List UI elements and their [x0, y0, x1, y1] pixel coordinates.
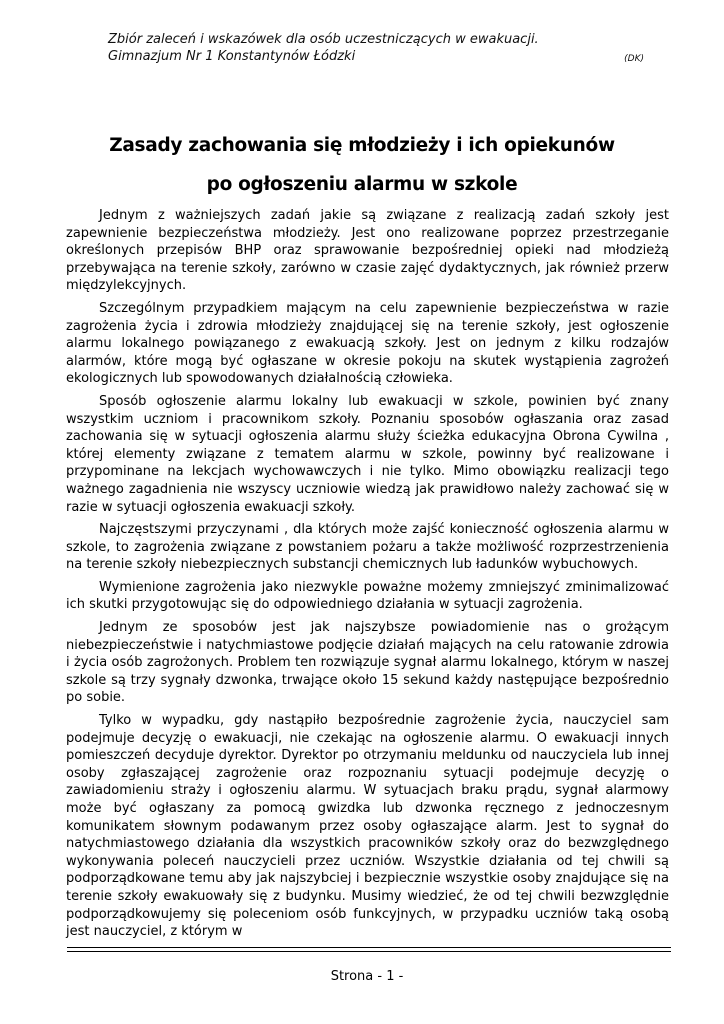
document-body — [66, 207, 669, 946]
paragraph-2: Szczególnym przypadkiem mającym na celu zapewnienie bezpieczeństwa w razie zagrożenia życia i zdrowia młodzieży znajdującej się na terenie szkoły, jest ogłoszenie alarmu lokalnego powiązanego z ewakuacją szkoły. Jest on jednym z kilku rodzajów alarmów, które mogą być ogłaszane w okresie pokoju na skutek wystąpienia zagrożeń ekologicznych lub spowodowanych działalnością człowieka. — [66, 300, 669, 387]
header-code: (DK) — [624, 54, 644, 64]
document-title-line-1: Zasady zachowania się młodzieży i ich opiekunów — [109, 135, 615, 156]
document-title-line-2: po ogłoszeniu alarmu w szkole — [206, 174, 518, 195]
page-number: Strona - 1 - — [330, 969, 404, 984]
header-line-2: Gimnazjum Nr 1 Konstantynów Łódzki — [108, 49, 356, 64]
paragraph-7: Tylko w wypadku, gdy nastąpiło bezpośrednie zagrożenie życia, nauczyciel sam podejmuje decyzję o ewakuacji, nie czekając na ogłoszenie alarmu. O ewakuacji innych pomieszczeń decyduje dyrektor. Dyrektor po otrzymaniu meldunku od nauczyciela lub innej osoby zgłaszającej zagrożenie oraz rozpoznaniu sytuacji podejmuje decyzję o zawiadomieniu straży i ogłoszeniu alarmu. W sytuacjach braku prądu, sygnał alarmowy może być ogłaszany za pomocą gwizdka lub dzwonka ręcznego z jednoczesnym komunikatem słownym podawanym przez osoby ogłaszające alarm. Jest to sygnał do natychmiastowego działania dla wszystkich pracowników szkoły oraz do bezwzględnego wykonywania poleceń nauczycieli przez uczniów. Wszystkie działania od tej chwili są podporządkowane temu aby jak najszybciej i bezpiecznie wszystkie osoby znajdujące się na terenie szkoły ewakuowały się z budynku. Musimy wiedzieć, że od tej chwili bezwzględnie podporządkowujemy się poleceniom osób funkcyjnych, w przypadku uczniów taką osobą jest nauczyciel, z którym w — [66, 713, 669, 940]
paragraph-3: Sposób ogłoszenie alarmu lokalny lub ewakuacji w szkole, powinien być znany wszystkim uczniom i pracownikom szkoły. Poznaniu sposobów ogłaszania oraz zasad zachowania się w sytuacji ogłoszenia alarmu służy ścieżka edukacyjna Obrona Cywilna , której elementy związane z tematem alarmu w szkole, powinny być realizowane i przypominane na lekcjach wychowawczych i nie tylko. Mimo obowiązku realizacji tego ważnego zagadnienia nie wszyscy uczniowie wiedzą jak prawidłowo należy zachować się w razie w sytuacji ogłoszenia ewakuacji szkoły. — [66, 393, 669, 515]
footer-divider-top — [67, 947, 671, 948]
paragraph-1: Jednym z ważniejszych zadań jakie są związane z realizacją zadań szkoły jest zapewnienie bezpieczeństwa młodzieży. Jest ono realizowane poprzez przestrzeganie określonych przepisów BHP oraz sprawowanie bezpośredniej opieki nad młodzieżą przebywająca na terenie szkoły, zarówno w czasie zajęć dydaktycznych, jak również przerw międzylekcyjnych. — [66, 208, 669, 294]
paragraph-4: Najczęstszymi przyczynami , dla których może zajść konieczność ogłoszenia alarmu w szkole, to zagrożenia związane z powstaniem pożaru a także możliwość rozprzestrzenienia na terenie szkoły niebezpiecznych substancji chemicznych lub ładunków wybuchowych. — [66, 522, 669, 573]
paragraph-5: Wymienione zagrożenia jako niezwykle poważne możemy zmniejszyć zminimalizować ich skutki przygotowując się do odpowiedniego działania w sytuacji zagrożenia. — [66, 579, 669, 613]
footer-divider-bottom — [67, 951, 671, 952]
header-line-1: Zbiór zaleceń i wskazówek dla osób uczestniczących w ewakuacji. — [108, 32, 539, 47]
page-header — [108, 31, 648, 65]
paragraph-6: Jednym ze sposobów jest jak najszybsze powiadomienie nas o grożącym niebezpieczeństwie i natychmiastowe podjęcie działań mających na celu ratowanie zdrowia i życia osób zagrożonych. Problem ten rozwiązuje sygnał alarmu lokalnego, którym w naszej szkole są trzy sygnały dzwonka, trwające około 15 sekund każdy następujące bezpośrednio po sobie. — [66, 620, 669, 706]
